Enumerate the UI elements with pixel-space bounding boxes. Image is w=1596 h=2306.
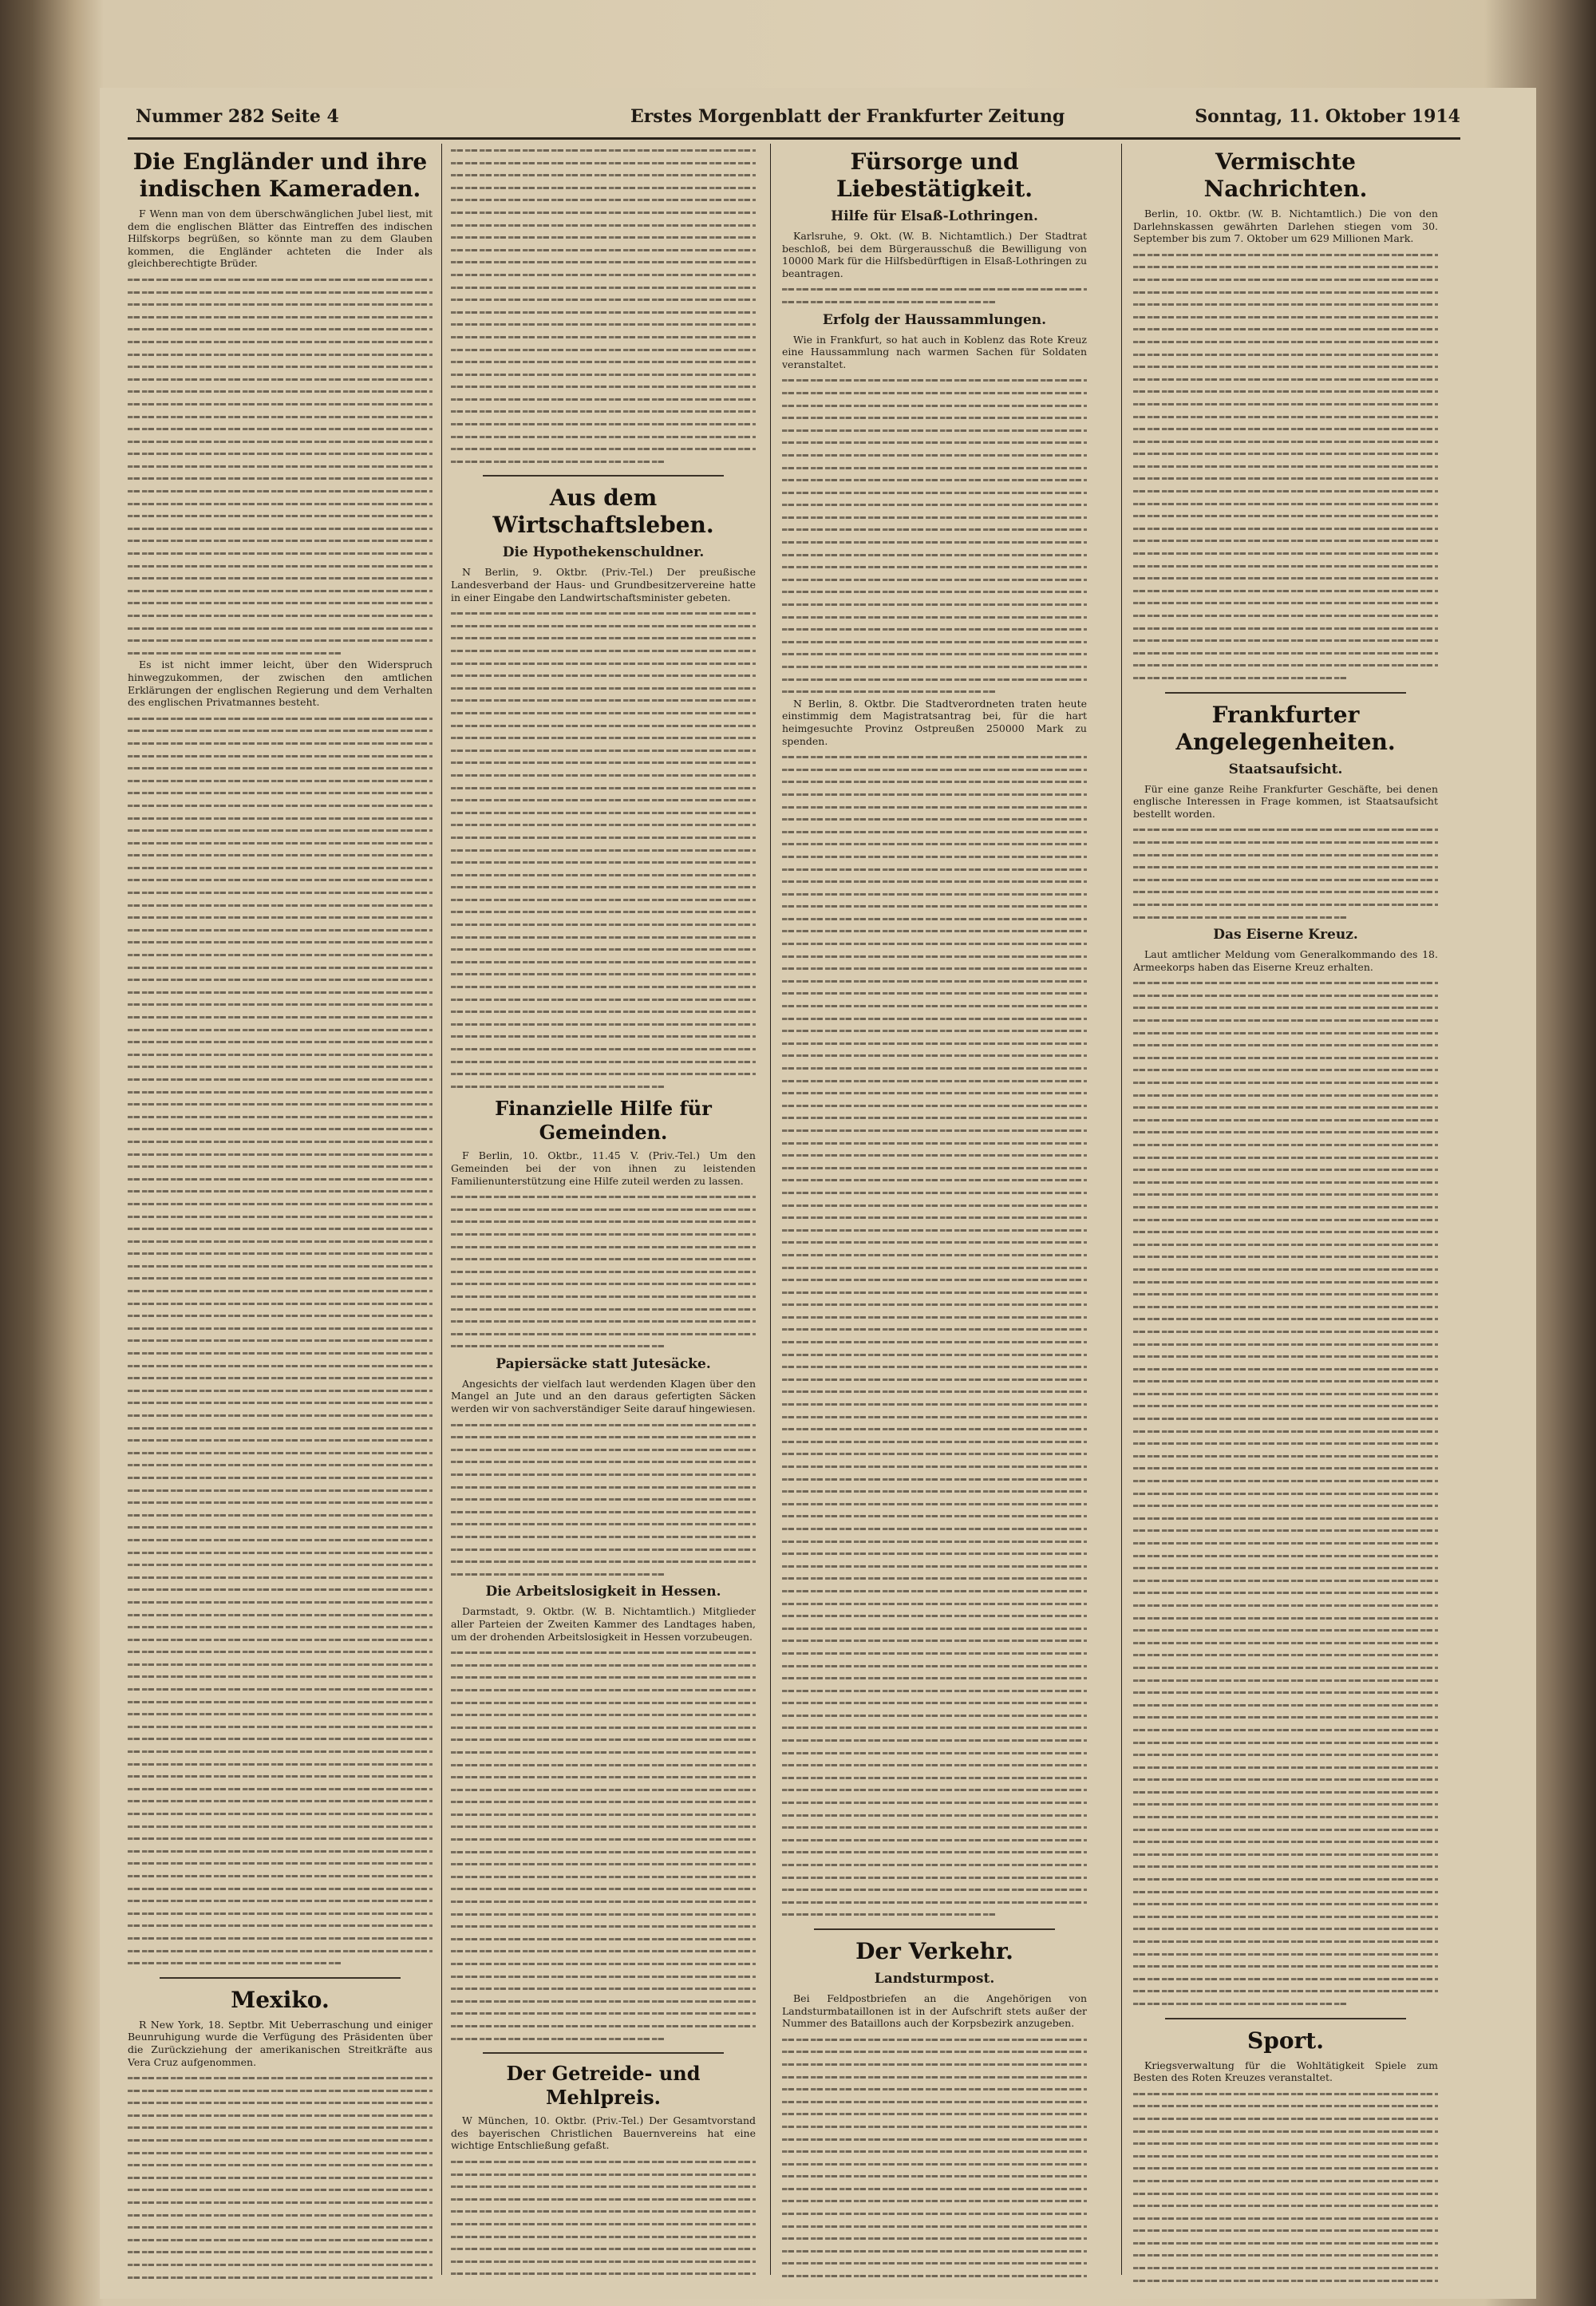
body-text-lines [451, 607, 756, 1092]
article-paragraph: Laut amtlicher Meldung vom Generalkommando des 18. Armeekorps haben das Eiserne Kreuz erhalten. [1133, 948, 1438, 973]
article [1133, 148, 1438, 684]
body-text-lines [128, 712, 433, 1969]
masthead: Erstes Morgenblatt der Frankfurter Zeitung [630, 106, 1065, 127]
body-text-lines [1133, 248, 1438, 684]
body-text-lines [451, 1418, 756, 1580]
issue-date: Sonntag, 11. Oktober 1914 [1195, 106, 1460, 127]
article [782, 148, 1087, 308]
column-rule [441, 144, 442, 2275]
header-rule [128, 137, 1460, 140]
article-paragraph: Wie in Frankfurt, so hat auch in Koblenz das Rote Kreuz eine Haussammlung nach warmen Sachen für Soldaten veranstaltet. [782, 333, 1087, 370]
column-2 [451, 144, 756, 2283]
section-separator [814, 1928, 1055, 1930]
article-paragraph: W München, 10. Oktbr. (Priv.-Tel.) Der Gesamtvorstand des bayerischen Christlichen Bauernvereins hat eine wichtige Entschließung gefaßt. [451, 2114, 756, 2152]
article [451, 1355, 756, 1580]
article-heading: Frankfurter Angelegenheiten. [1175, 701, 1396, 755]
article [128, 1987, 433, 2283]
column-1 [128, 144, 433, 2283]
article-subheading: Papiersäcke statt Jutesäcke. [496, 1355, 711, 1372]
body-text-lines [782, 283, 1087, 307]
article-subheading: Die Hypothekenschuldner. [502, 544, 705, 561]
article-heading: Finanzielle Hilfe für Gemeinden. [495, 1097, 712, 1145]
body-text-lines [128, 273, 433, 659]
body-text-lines [451, 1190, 756, 1352]
article-paragraph: Kriegsverwaltung für die Wohltätigkeit Spiele zum Besten des Roten Kreuzes veranstaltet. [1133, 2059, 1438, 2084]
article-paragraph: F Wenn man von dem überschwänglichen Jubel liest, mit dem die englischen Blätter das Eintreffen des indischen Hilfskorps begrüßen, so könnte man zu dem Glauben kommen, die Engländer achteten die Inder als gleichberechtigte Brüder. [128, 208, 433, 270]
article [451, 485, 756, 1092]
article [451, 1097, 756, 1352]
issue-number: Nummer 282 Seite 4 [136, 106, 339, 127]
article-heading: Aus dem Wirtschaftsleben. [492, 485, 714, 539]
article-paragraph: N Berlin, 8. Oktbr. Die Stadtverordneten traten heute einstimmig dem Magistratsantrag bei, für die hart heimgesuchte Provinz Ostpreußen 250000 Mark zu spenden. [782, 697, 1087, 747]
article-subheading: Die Arbeitslosigkeit in Hessen. [485, 1584, 721, 1600]
column-4 [1133, 144, 1438, 2283]
section-separator [483, 2052, 724, 2054]
article-heading: Der Verkehr. [855, 1937, 1013, 1964]
article [782, 311, 1087, 1920]
article [1133, 702, 1438, 924]
article-paragraph: Berlin, 10. Oktbr. (W. B. Nichtamtlich.) Die von den Darlehnskassen gewährten Darlehen stiegen vom 30. September bis zum 7. Oktober um 629 Millionen Mark. [1133, 208, 1438, 245]
article-heading: Der Getreide- und Mehlpreis. [506, 2062, 701, 2110]
article-paragraph: N Berlin, 9. Oktbr. (Priv.-Tel.) Der preußische Landesverband der Haus- und Grundbesitzervereine hatte in einer Eingabe den Landwirtschaftsminister gebeten. [451, 566, 756, 603]
body-text-lines [1133, 823, 1438, 923]
article [451, 1583, 756, 2044]
column-rule [1121, 144, 1122, 2275]
section-separator [1165, 692, 1406, 694]
body-text-lines [128, 2071, 433, 2283]
article-subheading: Hilfe für Elsaß-Lothringen. [831, 208, 1038, 224]
article-paragraph: R New York, 18. Septbr. Mit Ueberraschung und einiger Beunruhigung wurde die Verfügung des Präsidenten über die Zurückziehung der amerikanischen Streitkräfte aus Vera Cruz aufgenommen. [128, 2018, 433, 2068]
body-text-lines [782, 374, 1087, 697]
article-paragraph: Angesichts der vielfach laut werdenden Klagen über den Mangel an Jute und an den daraus gefertigten Säcken werden wir von sachverständiger Seite darauf hingewiesen. [451, 1377, 756, 1415]
body-text-lines [1133, 2087, 1438, 2283]
body-text-lines [451, 144, 756, 467]
article [782, 1938, 1087, 2283]
article-heading: Sport. [1247, 2027, 1324, 2054]
article-paragraph: F Berlin, 10. Oktbr., 11.45 V. (Priv.-Tel.) Um den Gemeinden bei der von ihnen zu leistenden Familienunterstützung eine Hilfe zuteil werden zu lassen. [451, 1149, 756, 1187]
body-text-lines [1133, 976, 1438, 2009]
column-3 [782, 144, 1087, 2283]
section-separator [483, 475, 724, 477]
article [1133, 2027, 1438, 2283]
article [451, 2062, 756, 2283]
page-header [136, 100, 1460, 136]
body-text-lines [451, 2155, 756, 2283]
article [1133, 926, 1438, 2009]
article-paragraph: Es ist nicht immer leicht, über den Widerspruch hinwegzukommen, der zwischen den amtlichen Erklärungen der englischen Regierung und dem Verhalten des englischen Privatmannes besteht. [128, 659, 433, 709]
article-subheading: Erfolg der Haussammlungen. [822, 311, 1047, 328]
body-text-lines [782, 750, 1087, 1920]
column-rule [770, 144, 771, 2275]
article-subheading: Das Eiserne Kreuz. [1213, 927, 1358, 943]
body-text-lines [782, 2033, 1087, 2283]
section-separator [1165, 2018, 1406, 2019]
article-heading: Die Engländer und ihre indischen Kameraden. [132, 148, 428, 202]
article-heading: Vermischte Nachrichten. [1203, 148, 1368, 202]
article-subheading: Staatsaufsicht. [1228, 761, 1343, 777]
article [128, 148, 433, 1969]
article-subheading: Landsturmpost. [874, 1970, 995, 1987]
article-paragraph: Bei Feldpostbriefen an die Angehörigen von Landsturmbataillonen ist in der Aufschrift stets außer der Nummer des Bataillons auch der Korpsbezirk anzugeben. [782, 1992, 1087, 2030]
article-paragraph: Darmstadt, 9. Oktbr. (W. B. Nichtamtlich.) Mitglieder aller Parteien der Zweiten Kammer des Landtages haben, um der drohenden Arbeitslosigkeit in Hessen vorzubeugen. [451, 1605, 756, 1643]
article-paragraph: Für eine ganze Reihe Frankfurter Geschäfte, bei denen englische Interessen in Frage kommen, ist Staatsaufsicht bestellt worden. [1133, 782, 1438, 820]
article-heading: Mexiko. [231, 1986, 330, 2013]
article-heading: Fürsorge und Liebestätigkeit. [836, 148, 1033, 202]
article-paragraph: Karlsruhe, 9. Okt. (W. B. Nichtamtlich.) Der Stadtrat beschloß, bei dem Bürgerausschuß die Bewilligung von 10000 Mark für die Hilfsbedürftigen in Elsaß-Lothringen zu beantragen. [782, 230, 1087, 279]
body-text-lines [451, 1646, 756, 2044]
section-separator [160, 1977, 401, 1979]
